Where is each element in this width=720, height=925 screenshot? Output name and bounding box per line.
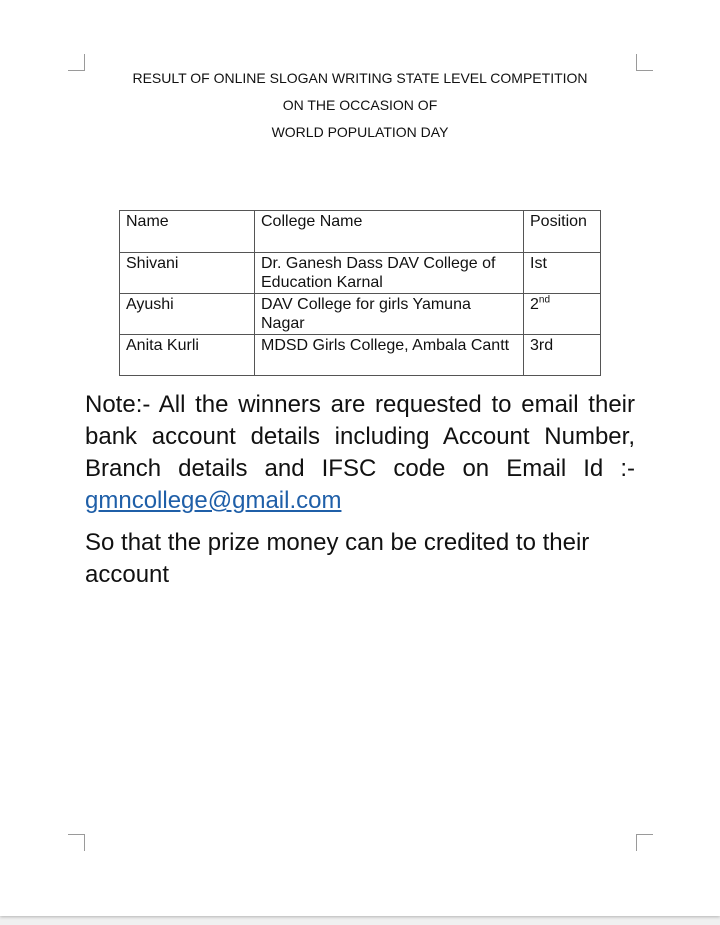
cell-college: Dr. Ganesh Dass DAV College of Education Karnal	[255, 253, 524, 294]
cell-name: Shivani	[120, 253, 255, 294]
cell-name: Anita Kurli	[120, 335, 255, 376]
position-text: 2	[530, 296, 539, 313]
cell-college: DAV College for girls Yamuna Nagar	[255, 294, 524, 335]
cell-position	[524, 294, 601, 335]
note-paragraph	[85, 389, 635, 517]
position-text: 3rd	[530, 337, 554, 354]
results-table	[119, 210, 601, 376]
crop-mark-bottom-right	[636, 834, 653, 851]
table-header-row	[120, 211, 601, 253]
position-superscript: nd	[538, 294, 551, 306]
email-link[interactable]: gmncollege@gmail.com	[85, 487, 342, 514]
title-line-3: WORLD POPULATION DAY	[271, 124, 449, 140]
cell-college: MDSD Girls College, Ambala Cantt	[255, 335, 524, 376]
header-position: Position	[524, 211, 601, 253]
table-row	[120, 294, 601, 335]
crop-mark-top-right	[636, 54, 653, 71]
crop-mark-bottom-left	[68, 834, 85, 851]
followup-paragraph: So that the prize money can be credited to their account	[85, 529, 590, 588]
cell-position	[524, 253, 601, 294]
crop-mark-top-left	[68, 54, 85, 71]
header-college-name: College Name	[255, 211, 524, 253]
note-text: Note:- All the winners are requested to email their bank account details including Account Number, Branch details and IFSC code on Email Id :-	[85, 391, 635, 482]
cell-position	[524, 335, 601, 376]
header-name: Name	[120, 211, 255, 253]
table-row	[120, 335, 601, 376]
title-line-2: ON THE OCCASION OF	[282, 97, 438, 113]
table-row	[120, 253, 601, 294]
cell-name: Ayushi	[120, 294, 255, 335]
title-line-1: RESULT OF ONLINE SLOGAN WRITING STATE LEVEL COMPETITION	[132, 70, 588, 86]
position-text: Ist	[530, 255, 547, 272]
